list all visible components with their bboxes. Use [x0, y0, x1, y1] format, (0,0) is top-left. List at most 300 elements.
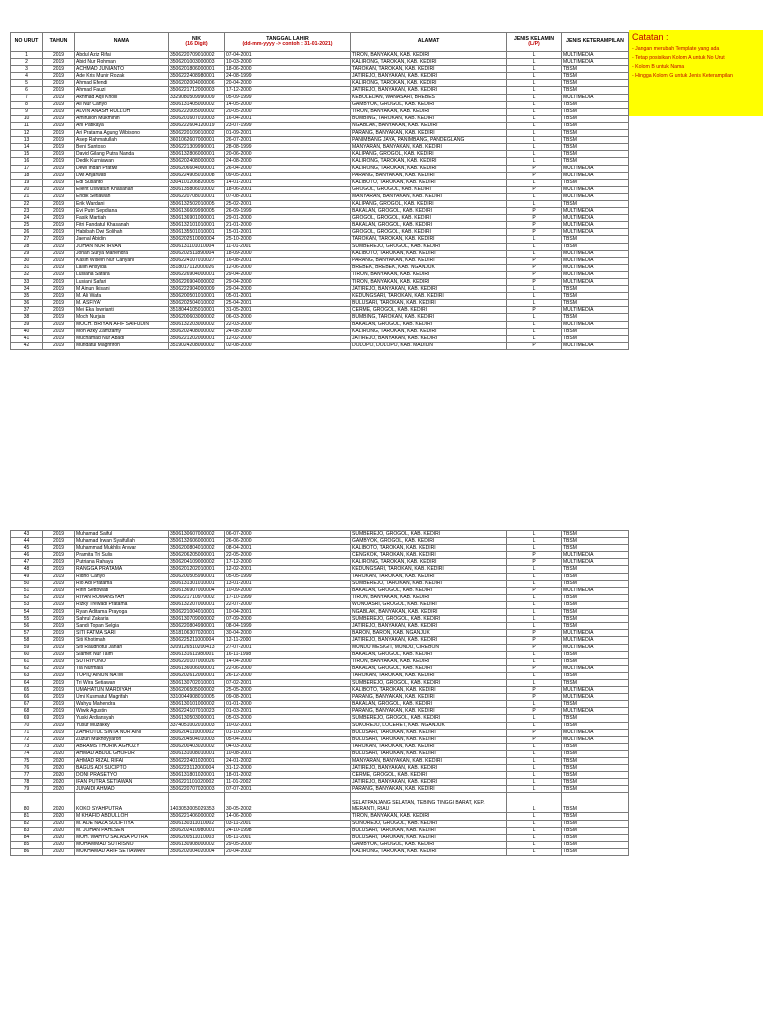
- cell-tahun: 2020: [43, 820, 75, 827]
- cell-nama: Ririn Settowati: [75, 587, 169, 594]
- cell-jenis-keterampilan: TBSM: [562, 137, 629, 144]
- cell-tanggal-lahir: 17-10-1999: [225, 594, 351, 601]
- cell-jenis-keterampilan: TBSM: [562, 743, 629, 750]
- table-row: [11, 779, 629, 786]
- cell-nik: 3506131008010001: [169, 750, 225, 757]
- cell-no-urut: 74: [11, 750, 43, 757]
- table-row: [11, 580, 629, 587]
- cell-jenis-kelamin: L: [507, 623, 562, 630]
- cell-jenis-keterampilan: MULTIMEDIA: [562, 250, 629, 257]
- cell-nik: 3506220708010001: [169, 193, 225, 200]
- table-row: [11, 665, 629, 672]
- cell-tahun: 2019: [43, 193, 75, 200]
- cell-jenis-keterampilan: TBSM: [562, 779, 629, 786]
- header-tahun: TAHUN: [43, 33, 75, 52]
- cell-no-urut: 22: [11, 200, 43, 207]
- cell-tanggal-lahir: 27-07-2001: [225, 644, 351, 651]
- cell-no-urut: 29: [11, 250, 43, 257]
- table-row: [11, 122, 629, 129]
- cell-jenis-kelamin: L: [507, 73, 562, 80]
- cell-nama: Kasih Wisein Nur Cahyani: [75, 257, 169, 264]
- table-row: [11, 623, 629, 630]
- cell-no-urut: 48: [11, 566, 43, 573]
- cell-nama: M Ainun Ikisani: [75, 286, 169, 293]
- cell-jenis-keterampilan: TBSM: [562, 151, 629, 158]
- cell-tanggal-lahir: 26-04-2000: [225, 165, 351, 172]
- cell-no-urut: 39: [11, 321, 43, 328]
- cell-jenis-keterampilan: TBSM: [562, 300, 629, 307]
- cell-nik: 3506130709000002: [169, 616, 225, 623]
- cell-nama: Lusiana Safara: [75, 271, 169, 278]
- cell-nama: Ahmad Efendi: [75, 80, 169, 87]
- cell-jenis-kelamin: P: [507, 165, 562, 172]
- cell-tahun: 2019: [43, 609, 75, 616]
- cell-nama: Beni Santoso: [75, 144, 169, 151]
- cell-jenis-keterampilan: TBSM: [562, 658, 629, 665]
- cell-no-urut: 81: [11, 813, 43, 820]
- header-jk-label: JENIS KELAMIN: [513, 35, 555, 42]
- cell-jenis-keterampilan: TBSM: [562, 200, 629, 207]
- cell-tanggal-lahir: 14-06-2000: [225, 813, 351, 820]
- header-jenis-keterampilan: JENIS KETERAMPILAN: [562, 33, 629, 52]
- cell-nik: 3506131101010004: [169, 243, 225, 250]
- cell-jenis-kelamin: P: [507, 307, 562, 314]
- cell-nama: ALVIN ANASH RULLOH: [75, 108, 169, 115]
- cell-nik: 3506200501010001: [169, 293, 225, 300]
- cell-no-urut: 78: [11, 779, 43, 786]
- cell-no-urut: 59: [11, 644, 43, 651]
- cell-alamat: PARANG, BANYAKAN, KAB. KEDIRI: [351, 257, 507, 264]
- cell-tanggal-lahir: 16-08-2001: [225, 257, 351, 264]
- cell-nama: Muhamad Saiful: [75, 531, 169, 538]
- cell-nik: 3506222408980001: [169, 73, 225, 80]
- cell-nama: Yusuf Muzakky: [75, 722, 169, 729]
- cell-no-urut: 30: [11, 257, 43, 264]
- cell-tahun: 2019: [43, 658, 75, 665]
- cell-alamat: TIRON, BANYAKAN, KAB. KEDIRI: [351, 52, 507, 59]
- table-row: [11, 651, 629, 658]
- cell-tanggal-lahir: 10-09-2000: [225, 587, 351, 594]
- cell-alamat: JATIREJO, BANYAKAN, KAB. KEDIRI: [351, 765, 507, 772]
- cell-nama: Dwi Anjarwati: [75, 172, 169, 179]
- cell-jenis-kelamin: L: [507, 193, 562, 200]
- cell-jenis-keterampilan: MULTIMEDIA: [562, 264, 629, 271]
- cell-tahun: 2019: [43, 623, 75, 630]
- cell-nik: 3506221712000003: [169, 87, 225, 94]
- cell-jenis-kelamin: L: [507, 758, 562, 765]
- cell-nama: Wiwik Agustin: [75, 708, 169, 715]
- cell-tanggal-lahir: 18-06-2000: [225, 66, 351, 73]
- cell-nama: Habibah Dwi Solihah: [75, 229, 169, 236]
- cell-no-urut: 37: [11, 307, 43, 314]
- cell-alamat: TIRON, BANYAKAN, KAB. KEDIRI: [351, 279, 507, 286]
- cell-tanggal-lahir: 24-08-2000: [225, 158, 351, 165]
- cell-tahun: 2019: [43, 328, 75, 335]
- cell-jenis-keterampilan: TBSM: [562, 772, 629, 779]
- cell-alamat: SUMBEREJO, GROGOL, KAB. KEDIRI: [351, 243, 507, 250]
- cell-jenis-keterampilan: TBSM: [562, 609, 629, 616]
- cell-alamat: CERME, GROGOL, KAB. KEDIRI: [351, 772, 507, 779]
- cell-no-urut: 25: [11, 222, 43, 229]
- table-row: [11, 644, 629, 651]
- cell-nik: 3506220109010002: [169, 130, 225, 137]
- cell-tahun: 2019: [43, 208, 75, 215]
- cell-tanggal-lahir: 29-01-2000: [225, 215, 351, 222]
- cell-nik: 3506206205000001: [169, 552, 225, 559]
- cell-jenis-kelamin: L: [507, 609, 562, 616]
- cell-nama: M. ASFIYA': [75, 300, 169, 307]
- table-row: [11, 573, 629, 580]
- table-row: [11, 827, 629, 834]
- cell-jenis-kelamin: L: [507, 94, 562, 101]
- cell-no-urut: 55: [11, 616, 43, 623]
- cell-nama: Akhmad Aqil Kholil: [75, 94, 169, 101]
- cell-no-urut: 82: [11, 820, 43, 827]
- cell-jenis-kelamin: L: [507, 250, 562, 257]
- cell-nik: 3506221710970002: [169, 594, 225, 601]
- cell-nama: Ani Patikaya: [75, 122, 169, 129]
- cell-no-urut: 53: [11, 601, 43, 608]
- header-nik-label: NIK: [192, 35, 201, 42]
- cell-no-urut: 23: [11, 208, 43, 215]
- cell-tanggal-lahir: 15-01-2001: [225, 229, 351, 236]
- cell-no-urut: 76: [11, 765, 43, 772]
- cell-no-urut: 65: [11, 687, 43, 694]
- header-jk-sub: (L/P): [528, 41, 540, 47]
- cell-jenis-keterampilan: TBSM: [562, 144, 629, 151]
- cell-tanggal-lahir: 03-11-2001: [225, 820, 351, 827]
- cell-nik: 3518044105010001: [169, 307, 225, 314]
- cell-tahun: 2019: [43, 101, 75, 108]
- table-row: [11, 758, 629, 765]
- cell-nama: Lusiani Safari: [75, 279, 169, 286]
- cell-no-urut: 12: [11, 130, 43, 137]
- cell-tanggal-lahir: 24-08-2000: [225, 328, 351, 335]
- cell-tahun: 2019: [43, 122, 75, 129]
- cell-tanggal-lahir: 12-02-2000: [225, 335, 351, 342]
- cell-nama: BAGUS ADI SUCIPTO: [75, 765, 169, 772]
- cell-nama: ZAHROTUL SINTA NUR AINI: [75, 729, 169, 736]
- cell-nama: Muchamad Nur Abadi: [75, 335, 169, 342]
- cell-alamat: KEBOLEDAN, WANASARI, BREBES: [351, 94, 507, 101]
- cell-no-urut: 45: [11, 545, 43, 552]
- table-row: [11, 158, 629, 165]
- cell-alamat: GROGOL, GROGOL, KAB. KEDIRI: [351, 215, 507, 222]
- cell-nik: 3518106307020001: [169, 630, 225, 637]
- cell-jenis-kelamin: P: [507, 665, 562, 672]
- cell-alamat: TAROKAN, TAROKAN, KAB. KEDIRI: [351, 66, 507, 73]
- cell-jenis-keterampilan: TBSM: [562, 236, 629, 243]
- cell-jenis-kelamin: L: [507, 328, 562, 335]
- cell-no-urut: 49: [11, 573, 43, 580]
- note-title: Catatan :: [632, 32, 669, 42]
- header-tgl-sub: (dd-mm-yyyy -> contoh : 31-01-2021): [242, 41, 333, 47]
- cell-tanggal-lahir: 18-06-2001: [225, 186, 351, 193]
- cell-nik: 3506204504010003: [169, 736, 225, 743]
- cell-jenis-kelamin: P: [507, 559, 562, 566]
- cell-tanggal-lahir: 07-08-2001: [225, 193, 351, 200]
- cell-nama: Yuski Ardiansyah: [75, 715, 169, 722]
- cell-tanggal-lahir: 13-01-2001: [225, 580, 351, 587]
- cell-nama: Siti Khotimah: [75, 637, 169, 644]
- table-row: [11, 552, 629, 559]
- cell-tanggal-lahir: 05-04-2001: [225, 736, 351, 743]
- cell-tanggal-lahir: 02-08-2000: [225, 342, 351, 349]
- cell-tanggal-lahir: 01-03-2001: [225, 708, 351, 715]
- cell-tahun: 2019: [43, 679, 75, 686]
- cell-alamat: TAROKAN, TAROKAN, KAB. KEDIRI: [351, 672, 507, 679]
- cell-no-urut: 83: [11, 827, 43, 834]
- cell-tahun: 2019: [43, 307, 75, 314]
- cell-tanggal-lahir: 08-04-1999: [225, 623, 351, 630]
- cell-jenis-kelamin: L: [507, 651, 562, 658]
- cell-alamat: BUMBING, TAROKAN, KAB. KEDIRI: [351, 115, 507, 122]
- cell-nik: 3506200505990001: [169, 573, 225, 580]
- cell-nama: Amirulloh Mukminin: [75, 115, 169, 122]
- cell-alamat: BAKALAN, GROGOL, KAB. KEDIRI: [351, 587, 507, 594]
- table-row: [11, 236, 629, 243]
- cell-no-urut: 33: [11, 279, 43, 286]
- cell-alamat: BAKALAN, GROGOL, KAB. KEDIRI: [351, 222, 507, 229]
- cell-tahun: 2019: [43, 59, 75, 66]
- cell-nik: 3506206505000002: [169, 687, 225, 694]
- cell-nama: Ridho Cahyo: [75, 573, 169, 580]
- cell-tahun: 2020: [43, 765, 75, 772]
- table-row: [11, 257, 629, 264]
- cell-alamat: TIRON, BANYAKAN, KAB. KEDIRI: [351, 658, 507, 665]
- cell-nik: 3506220707020003: [169, 786, 225, 793]
- cell-no-urut: 70: [11, 722, 43, 729]
- cell-jenis-kelamin: L: [507, 59, 562, 66]
- cell-jenis-kelamin: L: [507, 144, 562, 151]
- cell-no-urut: 7: [11, 94, 43, 101]
- cell-tanggal-lahir: 22-03-2000: [225, 321, 351, 328]
- table-row: [11, 736, 629, 743]
- cell-nik: 3506202408000002: [169, 328, 225, 335]
- cell-tanggal-lahir: 29-04-2000: [225, 286, 351, 293]
- cell-no-urut: 8: [11, 101, 43, 108]
- cell-no-urut: 57: [11, 630, 43, 637]
- cell-tahun: 2019: [43, 637, 75, 644]
- table-row: [11, 772, 629, 779]
- cell-nama: Fitri Fandatul Khasanah: [75, 222, 169, 229]
- cell-nama: Slamet Nur Taim: [75, 651, 169, 658]
- cell-nama: Ryan Aditama Prayoga: [75, 609, 169, 616]
- cell-nik: 3506226904000001: [169, 271, 225, 278]
- table-row: [11, 841, 629, 848]
- cell-no-urut: 6: [11, 87, 43, 94]
- cell-jenis-keterampilan: TBSM: [562, 834, 629, 841]
- cell-nik: 3209126510200413: [169, 644, 225, 651]
- cell-jenis-kelamin: L: [507, 101, 562, 108]
- cell-jenis-kelamin: L: [507, 52, 562, 59]
- cell-nama: Sandi Topan Selgia: [75, 623, 169, 630]
- cell-nama: Moch Nurjais: [75, 314, 169, 321]
- data-table-2: [10, 530, 629, 856]
- cell-alamat: BULUSARI, TAROKAN, KAB. KEDIRI: [351, 300, 507, 307]
- cell-jenis-keterampilan: MULTIMEDIA: [562, 736, 629, 743]
- cell-jenis-keterampilan: TBSM: [562, 115, 629, 122]
- table-row: [11, 73, 629, 80]
- cell-nik: 3506136006000001: [169, 665, 225, 672]
- cell-nik: 3506132203000002: [169, 321, 225, 328]
- cell-jenis-keterampilan: MULTIMEDIA: [562, 552, 629, 559]
- cell-jenis-keterampilan: TBSM: [562, 286, 629, 293]
- cell-tahun: 2019: [43, 594, 75, 601]
- cell-nik: 3506225211000004: [169, 637, 225, 644]
- cell-nama: SITI FATMA SARI: [75, 630, 169, 637]
- cell-alamat: BAKALAN, GROGOL, KAB. KEDIRI: [351, 701, 507, 708]
- cell-nik: 3506130607000002: [169, 531, 225, 538]
- cell-nama: Endik Setiawan: [75, 193, 169, 200]
- cell-tanggal-lahir: 28-08-1999: [225, 144, 351, 151]
- cell-jenis-keterampilan: MULTIMEDIA: [562, 215, 629, 222]
- cell-nik: 3506202410980001: [169, 827, 225, 834]
- cell-jenis-kelamin: L: [507, 151, 562, 158]
- cell-nama: Ali Nur Cahyo: [75, 101, 169, 108]
- cell-nama: Tia Nurmala: [75, 665, 169, 672]
- cell-tanggal-lahir: 20-05-2000: [225, 108, 351, 115]
- cell-jenis-keterampilan: TBSM: [562, 672, 629, 679]
- cell-nik: 3506136907000004: [169, 587, 225, 594]
- cell-nik: 3506131801020001: [169, 772, 225, 779]
- cell-jenis-keterampilan: TBSM: [562, 243, 629, 250]
- cell-alamat: GAMBYOK, GROGOL, KAB. KEDIRI: [351, 538, 507, 545]
- cell-jenis-keterampilan: MULTIMEDIA: [562, 257, 629, 264]
- cell-nik: 3506202004020004: [169, 848, 225, 855]
- cell-no-urut: 86: [11, 848, 43, 855]
- table-row: [11, 658, 629, 665]
- cell-nama: Putriana Rahayu: [75, 559, 169, 566]
- cell-nama: Sahrul Zakaria: [75, 616, 169, 623]
- cell-jenis-kelamin: L: [507, 321, 562, 328]
- cell-jenis-keterampilan: MULTIMEDIA: [562, 222, 629, 229]
- cell-alamat: CENGKOK, TAROKAN, KAB. KEDIRI: [351, 552, 507, 559]
- cell-no-urut: 3: [11, 66, 43, 73]
- cell-tahun: 2019: [43, 300, 75, 307]
- cell-alamat: TIRON, BANYAKAN, KAB. KEDIRI: [351, 108, 507, 115]
- cell-nik: 3506222005000002: [169, 108, 225, 115]
- cell-jenis-keterampilan: TBSM: [562, 765, 629, 772]
- table-row: [11, 101, 629, 108]
- cell-no-urut: 28: [11, 243, 43, 250]
- table-row: [11, 94, 629, 101]
- table-row: [11, 609, 629, 616]
- cell-tahun: 2019: [43, 729, 75, 736]
- cell-tahun: 2020: [43, 848, 75, 855]
- cell-tanggal-lahir: 25-02-2001: [225, 200, 351, 207]
- cell-jenis-kelamin: L: [507, 80, 562, 87]
- cell-tahun: 2019: [43, 236, 75, 243]
- cell-no-urut: 9: [11, 108, 43, 115]
- cell-alamat: JATIREJO, BANYAKAN, KAB. KEDIRI: [351, 73, 507, 80]
- cell-tahun: 2020: [43, 779, 75, 786]
- cell-jenis-keterampilan: MULTIMEDIA: [562, 229, 629, 236]
- cell-nama: AHMAD RIZAL RIFAI: [75, 758, 169, 765]
- cell-jenis-keterampilan: TBSM: [562, 314, 629, 321]
- cell-no-urut: 84: [11, 834, 43, 841]
- cell-nama: KOKO SYAHPUTRA: [75, 793, 169, 813]
- cell-tahun: 2019: [43, 257, 75, 264]
- table-row: [11, 321, 629, 328]
- table-row: [11, 672, 629, 679]
- cell-jenis-kelamin: L: [507, 566, 562, 573]
- cell-jenis-kelamin: L: [507, 66, 562, 73]
- cell-jenis-keterampilan: TBSM: [562, 623, 629, 630]
- cell-tanggal-lahir: 07-09-2000: [225, 616, 351, 623]
- table-row: [11, 701, 629, 708]
- cell-nama: JUNAIDI AHMAD: [75, 786, 169, 793]
- cell-tanggal-lahir: 29-04-2000: [225, 271, 351, 278]
- cell-tanggal-lahir: 14-01-2001: [225, 179, 351, 186]
- cell-tahun: 2019: [43, 108, 75, 115]
- cell-tanggal-lahir: 20-06-2000: [225, 151, 351, 158]
- cell-alamat: SUMBEREJO, GROGOL, KAB. KEDIRI: [351, 679, 507, 686]
- cell-nik: 3601062607000001: [169, 137, 225, 144]
- cell-jenis-kelamin: L: [507, 122, 562, 129]
- cell-jenis-kelamin: L: [507, 848, 562, 855]
- cell-alamat: KEDUNGSARI, TAROKAN, KAB. KEDIRI: [351, 293, 507, 300]
- cell-jenis-keterampilan: MULTIMEDIA: [562, 165, 629, 172]
- cell-tahun: 2019: [43, 708, 75, 715]
- table-row: [11, 729, 629, 736]
- cell-jenis-keterampilan: TBSM: [562, 566, 629, 573]
- cell-no-urut: 63: [11, 672, 43, 679]
- cell-tahun: 2020: [43, 772, 75, 779]
- cell-nik: 3506130702010001: [169, 679, 225, 686]
- cell-jenis-kelamin: L: [507, 108, 562, 115]
- cell-tanggal-lahir: 30-05-2002: [225, 793, 351, 813]
- cell-nik: 3506202504010002: [169, 300, 225, 307]
- table-row: [11, 679, 629, 686]
- cell-no-urut: 62: [11, 665, 43, 672]
- cell-jenis-kelamin: P: [507, 229, 562, 236]
- cell-no-urut: 46: [11, 552, 43, 559]
- cell-alamat: BAKALAN, GROGOL, KAB. KEDIRI: [351, 651, 507, 658]
- cell-jenis-keterampilan: TBSM: [562, 786, 629, 793]
- table-row: [11, 286, 629, 293]
- cell-alamat: JATIREJO, BANYAKAN, KAB. KEDIRI: [351, 335, 507, 342]
- table-row: [11, 222, 629, 229]
- cell-jenis-kelamin: L: [507, 658, 562, 665]
- cell-nik: 3506132606000001: [169, 538, 225, 545]
- cell-nama: JOHAN NUR IRVAN: [75, 243, 169, 250]
- cell-nama: Pramita Tri Sulis: [75, 552, 169, 559]
- cell-alamat: PANIMBANG JAYA, PANIMBANG, PANDEGLANG: [351, 137, 507, 144]
- cell-alamat: KALIRONG, TAROKAN, KAB. KEDIRI: [351, 158, 507, 165]
- cell-jenis-kelamin: L: [507, 286, 562, 293]
- cell-nama: ABRAMS THORIK AGHOZY: [75, 743, 169, 750]
- cell-nik: 3506202612000001: [169, 672, 225, 679]
- cell-tanggal-lahir: 05-05-1999: [225, 573, 351, 580]
- cell-nik: 3506221202000001: [169, 335, 225, 342]
- cell-tanggal-lahir: 09-08-2001: [225, 694, 351, 701]
- cell-alamat: KALIRONG, TAROKAN, KAB. KEDIRI: [351, 848, 507, 855]
- cell-jenis-keterampilan: MULTIMEDIA: [562, 94, 629, 101]
- cell-alamat: BARON, BARON, KAB. NGANJUK: [351, 630, 507, 637]
- note-box: [629, 30, 763, 116]
- table-row: [11, 300, 629, 307]
- cell-jenis-kelamin: L: [507, 87, 562, 94]
- table-row: [11, 151, 629, 158]
- cell-tanggal-lahir: 10-08-2001: [225, 750, 351, 757]
- cell-jenis-keterampilan: TBSM: [562, 793, 629, 813]
- cell-nik: 3329080509990009: [169, 94, 225, 101]
- cell-no-urut: 52: [11, 594, 43, 601]
- cell-no-urut: 21: [11, 193, 43, 200]
- cell-tanggal-lahir: 26-09-1999: [225, 208, 351, 215]
- cell-nama: MUKHAMAD ARIF SETIAWAN: [75, 848, 169, 855]
